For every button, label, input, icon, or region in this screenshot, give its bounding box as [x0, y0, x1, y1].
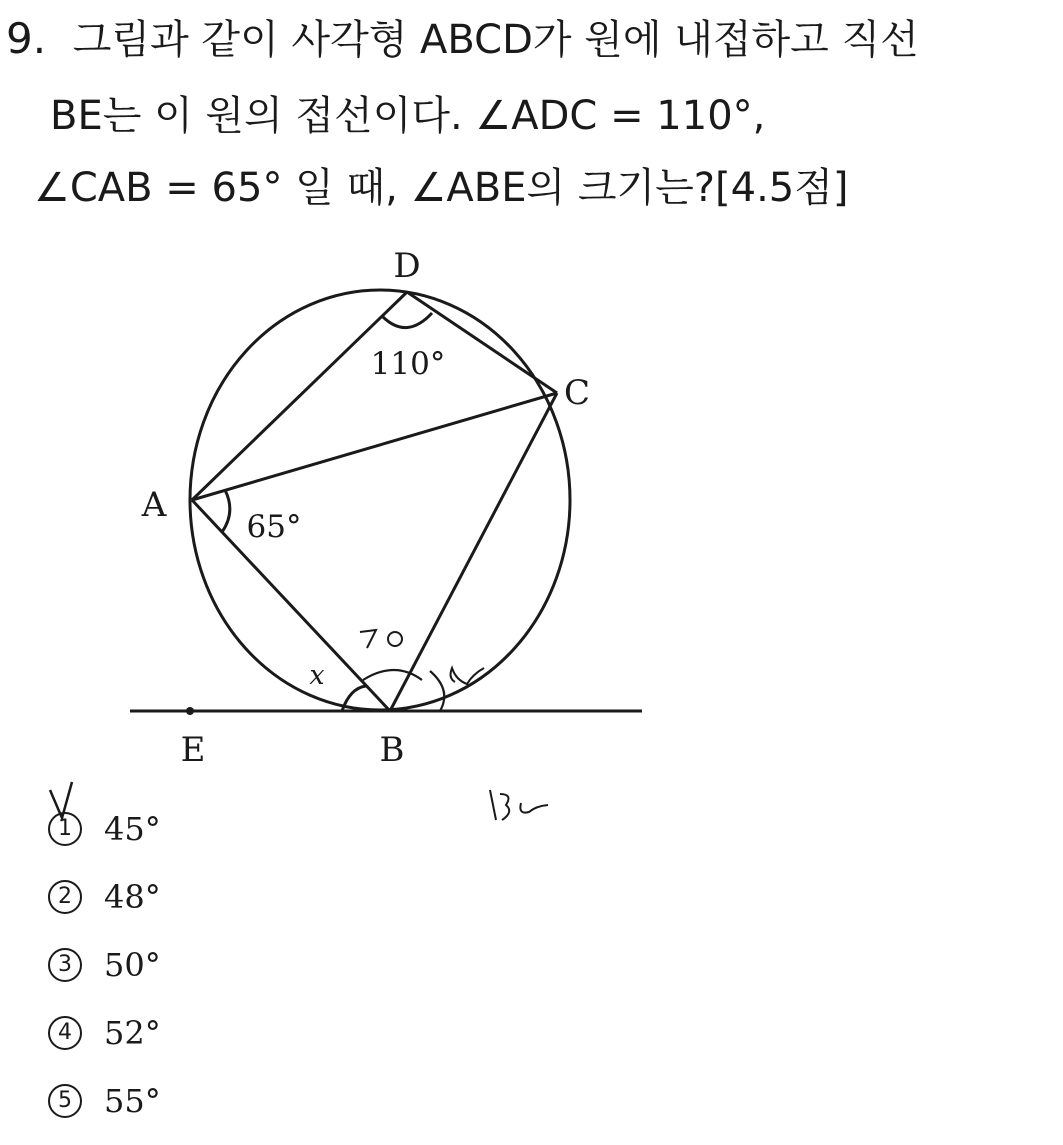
choice-4[interactable] — [48, 1016, 161, 1050]
angle-label-adc: 110° — [370, 346, 446, 382]
choice-5[interactable] — [48, 1084, 161, 1118]
handwriting-65 — [451, 668, 484, 684]
angle-arc-adc — [383, 313, 432, 328]
handwritten-arc-cb-tangent — [430, 671, 444, 711]
label-d: D — [393, 246, 421, 286]
choice-1[interactable] — [48, 812, 161, 846]
choice-2-number-circle: 2 — [48, 880, 82, 914]
label-c: C — [564, 373, 591, 413]
label-a: A — [141, 485, 167, 525]
handwritten-arc-cba — [363, 670, 422, 680]
choice-4-value: 52° — [104, 1014, 161, 1052]
question-line-2: BE는 이 원의 접선이다. ∠ADC = 110°, — [50, 93, 766, 139]
label-b: B — [379, 730, 405, 770]
choice-3-value: 50° — [104, 946, 161, 984]
choice-5-number-circle: 5 — [48, 1084, 82, 1118]
handwriting-7 — [360, 630, 376, 648]
question-line-3: ∠CAB = 65° 일 때, ∠ABE의 크기는?[4.5점] — [34, 165, 849, 211]
choice-1-value: 45° — [104, 810, 161, 848]
label-e: E — [180, 730, 206, 770]
choice-2-value: 48° — [104, 878, 161, 916]
angle-label-x: x — [309, 660, 325, 691]
point-e-dot — [186, 707, 194, 715]
choice-5-value: 55° — [104, 1082, 161, 1120]
handwriting-135-c — [520, 803, 548, 813]
question-text-1: 그림과 같이 사각형 ABCD가 원에 내접하고 직선 — [72, 17, 919, 63]
handwriting-0 — [388, 632, 402, 646]
angle-label-cab: 65° — [246, 509, 302, 545]
choice-4-number-circle: 4 — [48, 1016, 82, 1050]
choice-3-number-circle: 3 — [48, 948, 82, 982]
angle-arc-cab — [222, 490, 230, 532]
choice-3[interactable] — [48, 948, 161, 982]
handwriting-135-a — [490, 790, 496, 820]
segment-cb — [390, 393, 557, 711]
choice-1-number-circle: 1 — [48, 812, 82, 846]
choice-2[interactable] — [48, 880, 161, 914]
question-number: 9. — [6, 14, 47, 63]
handwriting-135-b — [500, 794, 509, 820]
